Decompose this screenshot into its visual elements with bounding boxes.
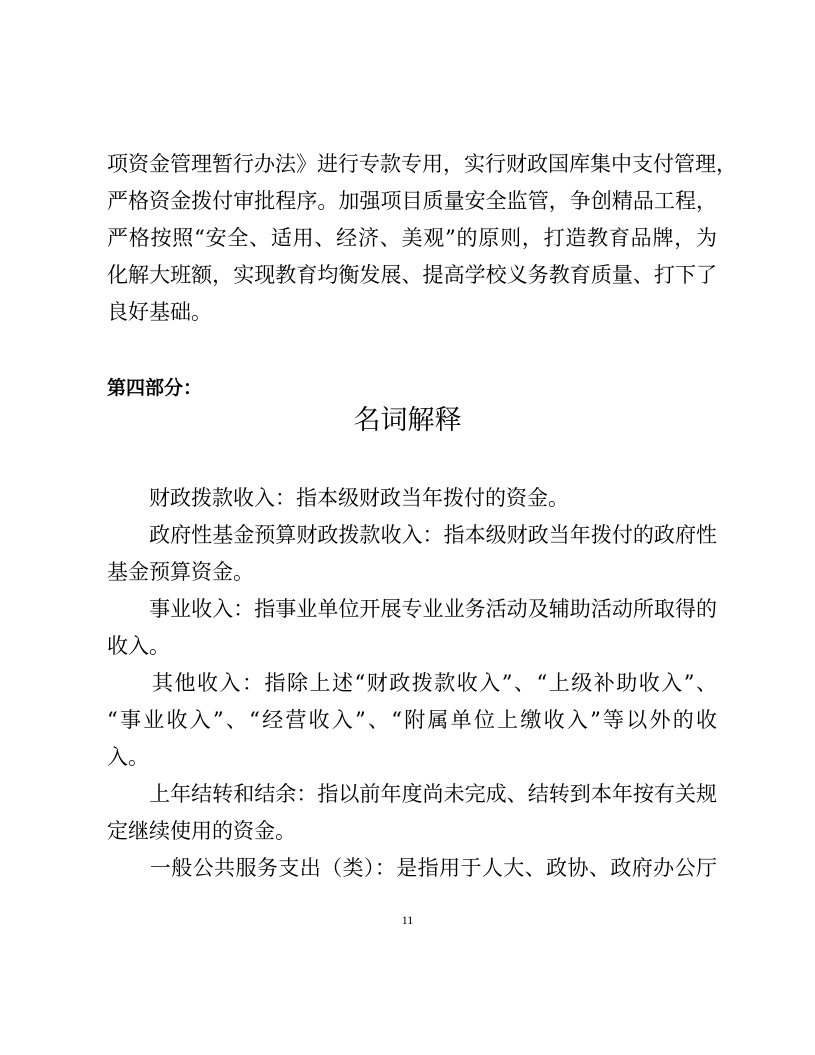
definition-line: “事业收入”、“经营收入”、“附属单位上缴收入”等以外的收	[107, 708, 717, 732]
section-label: 第四部分：	[107, 377, 203, 399]
definition-line: 财政拨款收入：指本级财政当年拨付的资金。	[107, 486, 569, 510]
page-title: 名词解释	[353, 405, 462, 436]
definition-line: 基金预算资金。	[107, 560, 254, 584]
definition-line: 政府性基金预算财政拨款收入：指本级财政当年拨付的政府性	[107, 523, 717, 547]
paragraph-line: 项资金管理暂行办法》进行专款专用，实行财政国库集中支付管理，	[107, 152, 737, 176]
definition-line: 上年结转和结余：指以前年度尚未完成、结转到本年按有关规	[107, 782, 717, 806]
definition-line: 一般公共服务支出（类）：是指用于人大、政协、政府办公厅	[107, 856, 717, 880]
definition-line: 事业收入：指事业单位开展专业业务活动及辅助活动所取得的	[107, 597, 717, 621]
definition-line: 其他收入：指除上述“财政拨款收入”、“上级补助收入”、	[107, 671, 717, 695]
page-number: 11	[401, 913, 414, 927]
paragraph-line: 严格按照“安全、适用、经济、美观”的原则，打造教育品牌，为	[107, 226, 717, 250]
paragraph-line: 化解大班额，实现教育均衡发展、提高学校义务教育质量、打下了	[107, 263, 717, 287]
definition-line: 入。	[107, 745, 149, 769]
paragraph-line: 良好基础。	[107, 300, 212, 324]
definition-line: 定继续使用的资金。	[107, 819, 296, 843]
paragraph-line: 严格资金拨付审批程序。加强项目质量安全监管，争创精品工程，	[107, 189, 717, 213]
definition-line: 收入。	[107, 634, 170, 658]
